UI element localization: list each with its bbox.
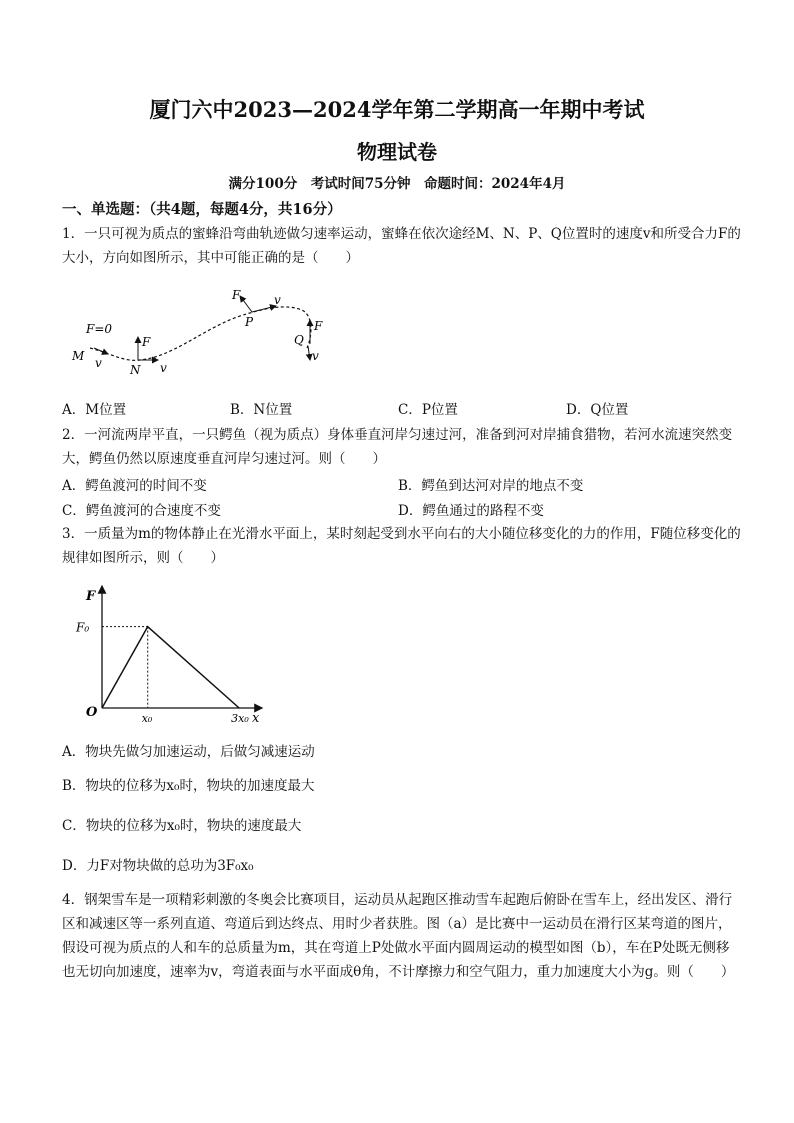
label-m: M	[72, 349, 85, 363]
trajectory-curve	[90, 307, 311, 360]
label-v-q: v	[312, 349, 319, 363]
y-tick-f0: F₀	[76, 620, 90, 635]
label-v-m: v	[95, 356, 102, 370]
label-f-zero: F=0	[86, 322, 113, 336]
q3-option-c: C．物块的位移为x₀时，物块的速度最大	[62, 818, 302, 834]
q3-option-d: D．力F对物块做的总功为3F₀x₀	[62, 858, 254, 874]
q2-option-b: B．鳄鱼到达河对岸的地点不变	[398, 478, 584, 494]
q3-option-a: A．物块先做匀加速运动，后做匀减速运动	[62, 744, 315, 760]
label-v-n: v	[160, 361, 167, 375]
x-axis-label: x	[252, 711, 260, 726]
label-p: P	[245, 315, 254, 329]
q1-option-b: B．N位置	[230, 402, 293, 418]
exam-meta: 满分100分 考试时间75分钟 命题时间：2024年4月	[228, 176, 566, 192]
velocity-arrow-m	[94, 348, 108, 354]
q1-option-d: D．Q位置	[566, 402, 629, 418]
question-4-text: 4．钢架雪车是一项精彩刺激的冬奥会比赛项目，运动员从起跑区推动雪车起跑后俯卧在雪车上，经出发区、滑行区和减速区等一系列直道、弯道后到达终点、用时少者获胜。图（a）是比赛中一运动员在滑行区某弯道的图片，假设可视为质点的人和车的总质量为m，其在弯道上P处做水平面内圆周运动的模型如图（b），车在P处既无侧移也无切向加速度，速率为v，弯道表面与水平面成θ角，不计摩擦力和空气阻力，重力加速度大小为g。则（ ）	[62, 892, 735, 980]
q1-option-c: C．P位置	[398, 402, 458, 418]
q1-trajectory-figure	[62, 282, 352, 382]
exam-title: 厦门六中2023—2024学年第二学期高一年期中考试	[149, 97, 645, 122]
velocity-arrow-p	[252, 306, 276, 312]
question-3-text: 3．一质量为m的物体静止在光滑水平面上，某时刻起受到水平向右的大小随位移变化的力的作用，F随位移变化的规律如图所示，则（ ）	[62, 526, 741, 566]
force-curve	[102, 627, 239, 708]
label-v-p: v	[274, 293, 281, 307]
q3-force-displacement-chart	[70, 580, 270, 728]
section-heading: 一、单选题：（共4题，每题4分，共16分）	[62, 201, 342, 218]
label-f-p: F	[232, 288, 241, 302]
label-q: Q	[294, 333, 304, 347]
origin-label: O	[86, 705, 98, 720]
x-tick-3x0: 3x₀	[231, 712, 249, 725]
velocity-arrow-q	[308, 346, 310, 360]
y-axis-label: F	[86, 589, 96, 604]
q3-option-b: B．物块的位移为x₀时，物块的加速度最大	[62, 778, 315, 794]
q2-option-c: C．鳄鱼渡河的合速度不变	[62, 503, 221, 519]
label-n: N	[130, 363, 141, 377]
question-1-text: 1．一只可视为质点的蜜蜂沿弯曲轨迹做匀速率运动，蜜蜂在依次途经M、N、P、Q位置时的速度v和所受合力F的大小，方向如图所示，其中可能正确的是（ ）	[62, 226, 741, 266]
q2-option-a: A．鳄鱼渡河的时间不变	[62, 478, 207, 494]
exam-subject: 物理试卷	[357, 140, 437, 164]
label-f-q: F	[314, 319, 323, 333]
q2-option-d: D．鳄鱼通过的路程不变	[398, 503, 544, 519]
question-2-text: 2．一河流两岸平直，一只鳄鱼（视为质点）身体垂直河岸匀速过河，准备到河对岸捕食猎物，若河水流速突然变大，鳄鱼仍然以原速度垂直河岸匀速过河。则（ ）	[62, 427, 733, 467]
force-arrow-p	[240, 296, 252, 312]
x-tick-x0: x₀	[141, 712, 153, 725]
label-f-n: F	[142, 335, 151, 349]
q1-option-a: A．M位置	[62, 402, 127, 418]
